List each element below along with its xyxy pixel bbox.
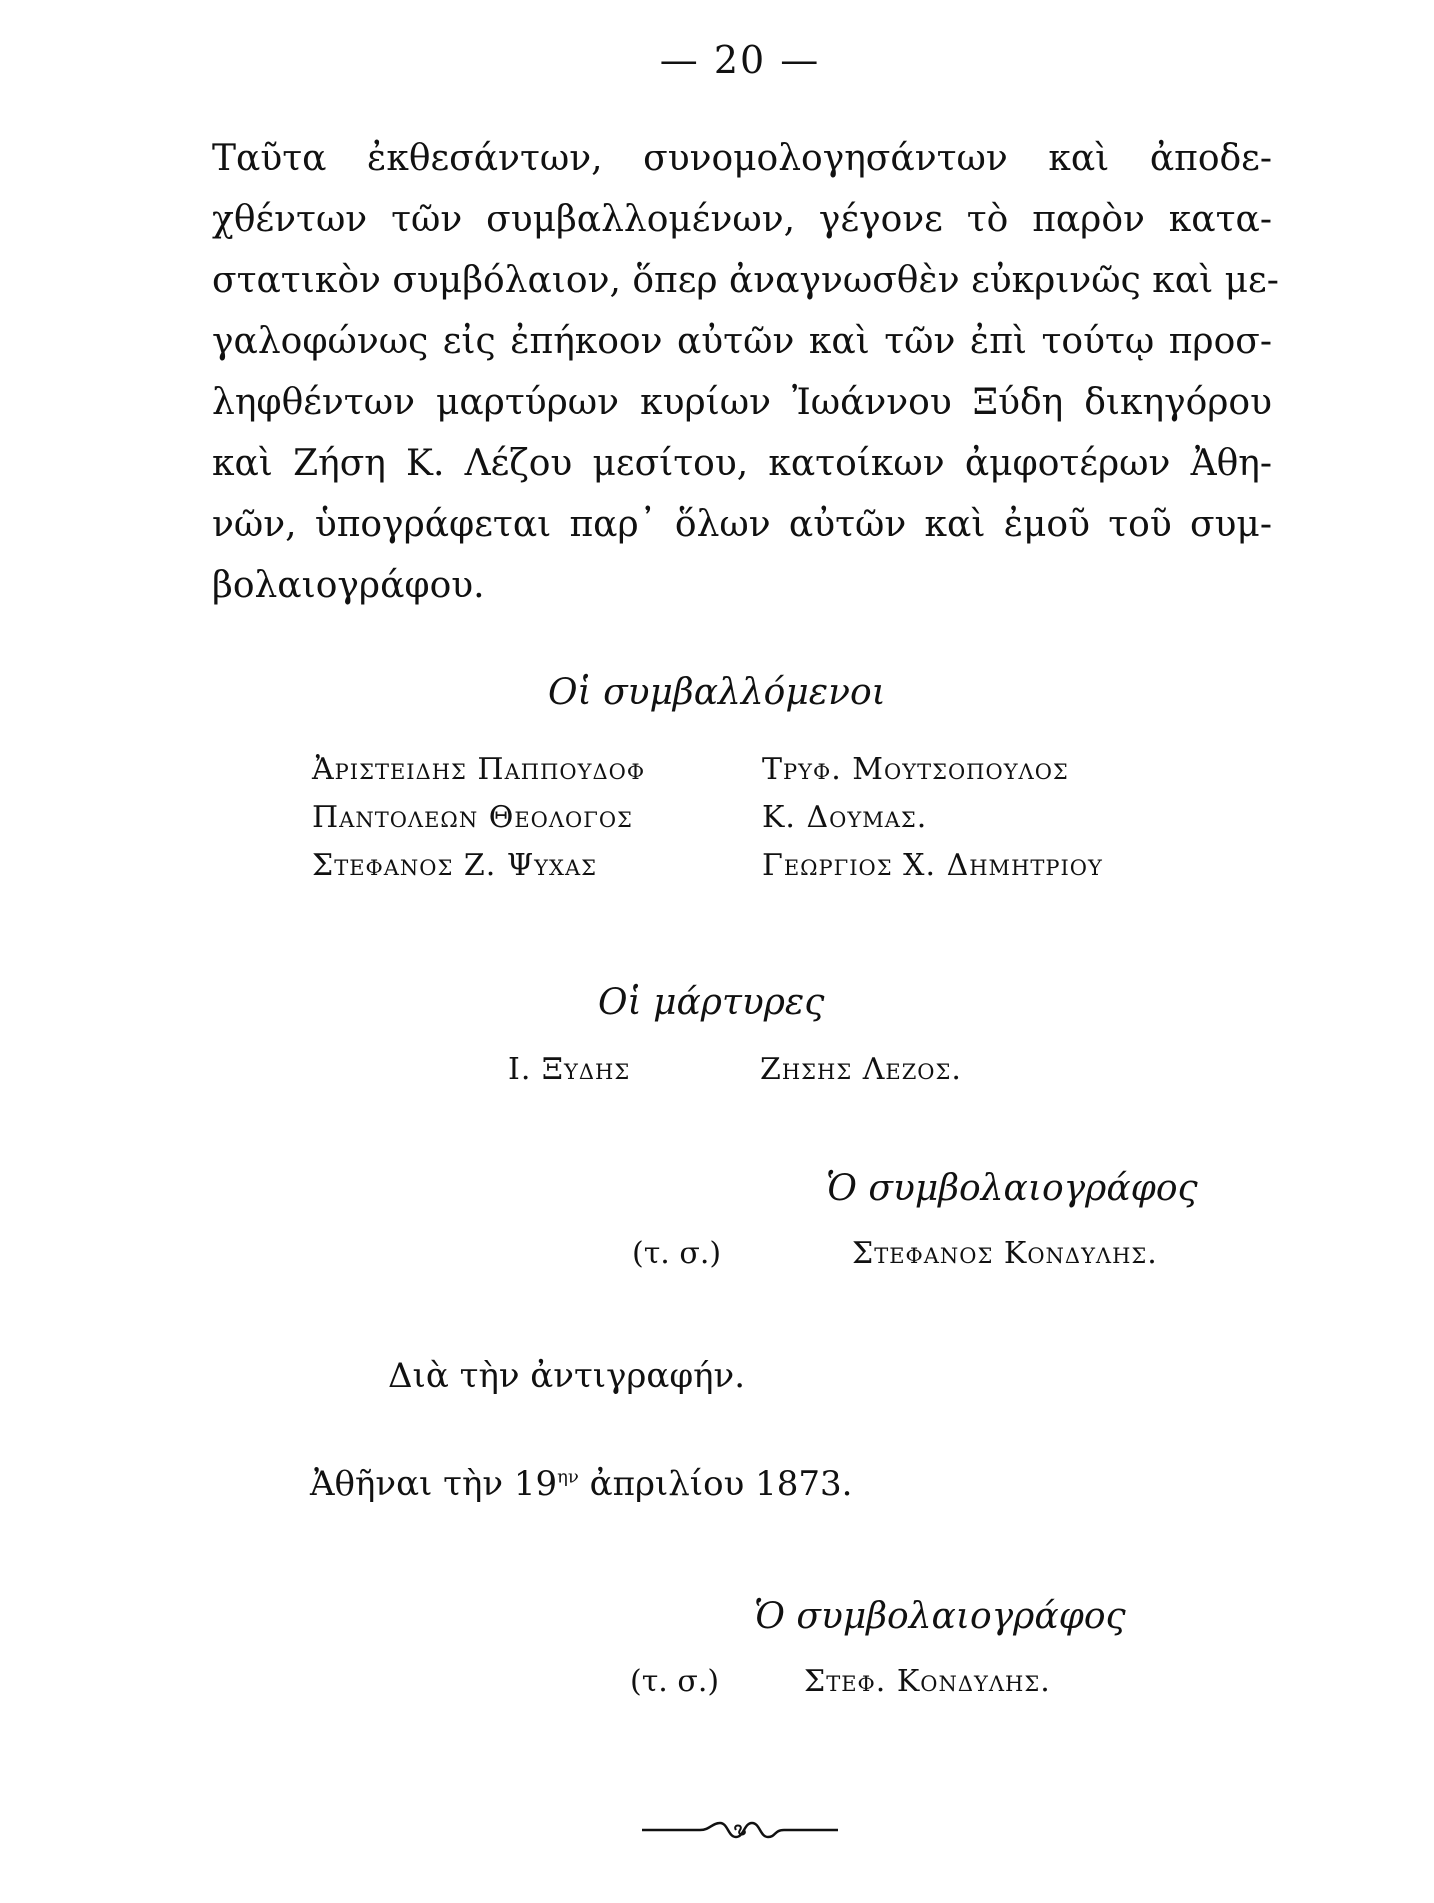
- witness-signature: Ι. Ξυδης: [508, 1052, 631, 1087]
- party-signature: Παντολεων Θεολογος: [312, 800, 633, 835]
- seal-mark: (τ. σ.): [630, 1664, 720, 1699]
- witnesses-heading: Οἱ μάρτυρες: [598, 982, 825, 1023]
- notary-signature: Στεφανος Κονδυλης.: [852, 1236, 1158, 1271]
- notary-title: Ὁ συμβολαιογράφος: [826, 1168, 1198, 1209]
- party-signature: Γεωργιος Χ. Δημητριου: [762, 848, 1103, 883]
- paragraph-line: γαλοφώνως εἰς ἐπήκοον αὐτῶν καὶ τῶν ἐπὶ τούτῳ προσ-: [212, 321, 1272, 362]
- party-signature: Τρυφ. Μουτσοπουλος: [762, 752, 1069, 787]
- notary-signature: Στεφ. Κονδυλης.: [804, 1664, 1051, 1699]
- parties-heading: Οἱ συμβαλλόμενοι: [548, 672, 886, 713]
- party-signature: Ἀριστειδης Παππουδοφ: [312, 752, 646, 787]
- paragraph-line: ληφθέντων μαρτύρων κυρίων Ἰωάννου Ξύδη δικηγόρου: [212, 382, 1272, 423]
- notary-title: Ὁ συμβολαιογράφος: [754, 1596, 1126, 1637]
- seal-mark: (τ. σ.): [632, 1236, 722, 1271]
- paragraph-line: Ταῦτα ἐκθεσάντων, συνομολογησάντων καὶ ἀποδε-: [212, 138, 1272, 179]
- flourish-ornament-icon: [640, 1815, 840, 1845]
- witness-signature: Ζησης Λεζος.: [760, 1052, 962, 1087]
- date-prefix: Ἀθῆναι τὴν 19: [310, 1464, 558, 1504]
- paragraph-line: χθέντων τῶν συμβαλλομένων, γέγονε τὸ παρὸν κατα-: [212, 199, 1272, 240]
- date-line: [310, 1464, 852, 1504]
- date-superscript: ην: [557, 1466, 579, 1488]
- paragraph-line: στατικὸν συμβόλαιον, ὅπερ ἀναγνωσθὲν εὐκρινῶς καὶ με-: [212, 260, 1279, 301]
- party-signature: Κ. Δουμας.: [762, 800, 928, 835]
- body-paragraph: [212, 128, 1279, 616]
- party-signature: Στεφανος Ζ. Ψυχας: [312, 848, 597, 883]
- copy-note: Διὰ τὴν ἀντιγραφήν.: [388, 1356, 745, 1396]
- paragraph-line: βολαιογράφου.: [212, 565, 485, 606]
- paragraph-line: καὶ Ζήση Κ. Λέζου μεσίτου, κατοίκων ἀμφοτέρων Ἀθη-: [212, 443, 1272, 484]
- page-number: — 20 —: [659, 38, 821, 82]
- paragraph-line: νῶν, ὑπογράφεται παρ᾽ ὅλων αὐτῶν καὶ ἐμοῦ τοῦ συμ-: [212, 504, 1272, 545]
- date-suffix: ἀπριλίου 1873.: [578, 1464, 853, 1504]
